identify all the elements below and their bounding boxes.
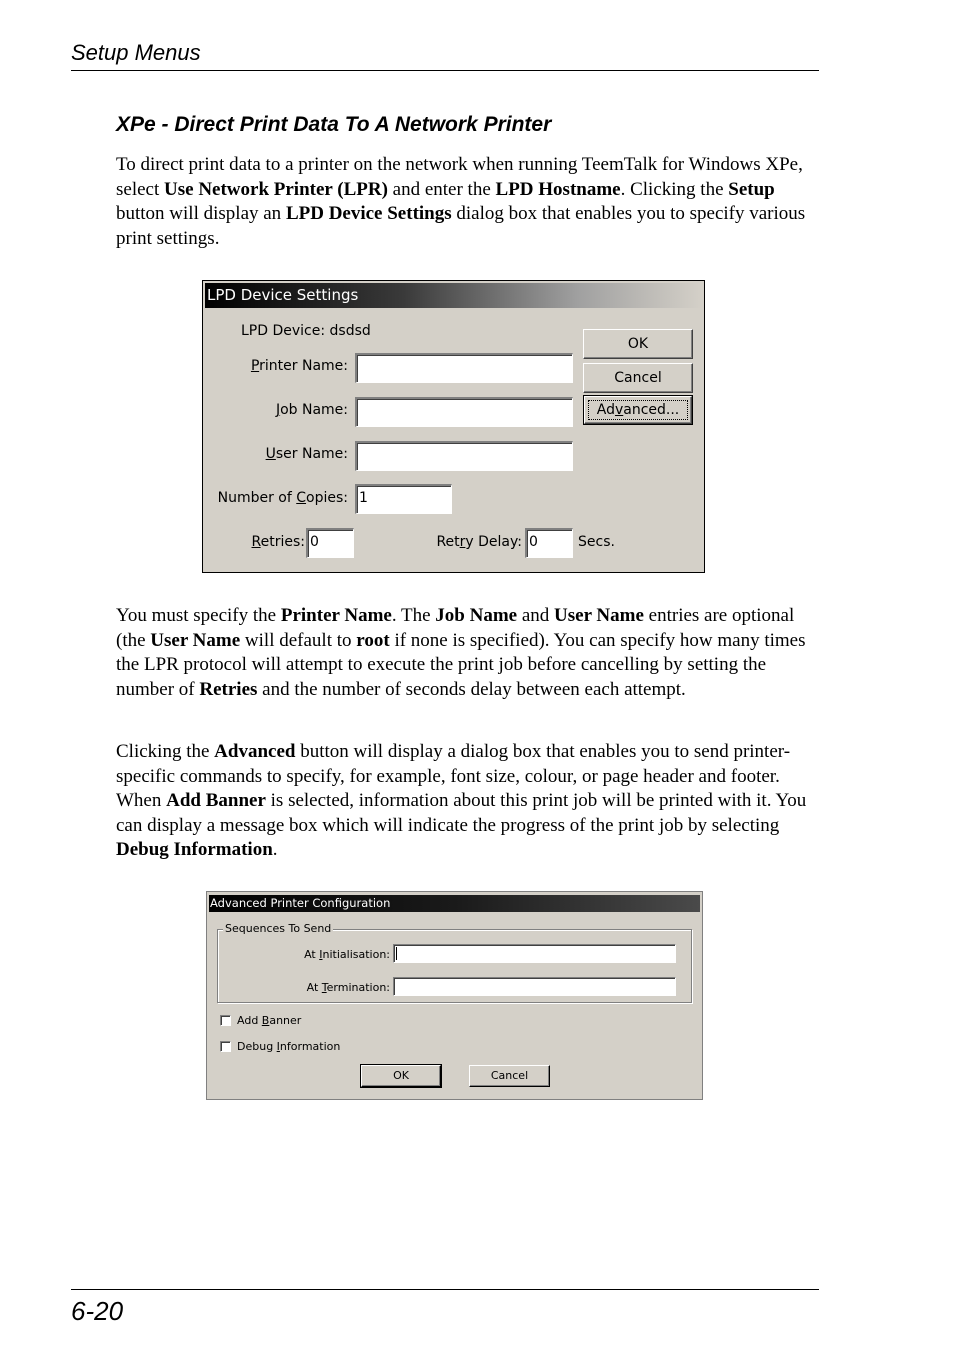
page-number: 6-20 <box>71 1296 124 1326</box>
debug-information-checkbox[interactable] <box>220 1041 231 1052</box>
retry-delay-label: Retry Delay: <box>436 534 522 550</box>
bold-term: Job Name <box>435 605 518 626</box>
bold-term: User Name <box>150 629 241 651</box>
focus-rectangle <box>588 400 688 420</box>
paragraph-intro: To direct print data to a printer on the network when running TeemTalk for Windows XPe, select Use Network Printer (LPR) and enter the LPD Hostname. Clicking the Setup button will display an LPD Device Settings dialog box that enables you to specify various print settings. <box>116 154 806 249</box>
dialog-title-bar: LPD Device Settings <box>205 283 702 308</box>
number-of-copies-input[interactable]: 1 <box>355 484 452 514</box>
printer-name-label: Printer Name: <box>250 358 348 374</box>
footer-rule <box>71 1289 819 1290</box>
at-termination-input[interactable] <box>393 977 676 996</box>
add-banner-label: Add Banner <box>237 1014 302 1027</box>
job-name-input[interactable] <box>355 397 573 427</box>
lpd-device-settings-dialog <box>202 280 705 573</box>
ok-button[interactable]: OK <box>583 329 693 359</box>
bold-term: LPD Device Settings <box>285 203 452 225</box>
bold-term: Use Network Printer (LPR) <box>164 178 388 200</box>
bold-term: LPD Hostname <box>495 178 621 200</box>
header-rule <box>71 70 819 71</box>
bold-term: Setup <box>728 178 775 200</box>
text-caret <box>396 947 397 960</box>
bold-term: Retries <box>199 678 258 700</box>
retries-label: Retries: <box>251 534 305 550</box>
retries-input[interactable]: 0 <box>306 528 354 558</box>
add-banner-checkbox[interactable] <box>220 1015 231 1026</box>
bold-term: User Name <box>554 605 644 626</box>
at-initialisation-label: At Initialisation: <box>304 948 390 961</box>
at-initialisation-input[interactable] <box>393 944 676 963</box>
bold-term: Advanced <box>214 741 296 762</box>
lpd-device-label: LPD Device: dsdsd <box>241 323 371 339</box>
advanced-printer-configuration-dialog <box>206 891 703 1100</box>
secs-label: Secs. <box>578 534 615 550</box>
cancel-button[interactable]: Cancel <box>469 1065 550 1087</box>
bold-term: root <box>356 629 390 651</box>
number-of-copies-label: Number of Copies: <box>217 490 348 506</box>
printer-name-input[interactable] <box>355 353 573 383</box>
paragraph-fields: You must specify the Printer Name. The Job Name and User Name entries are optional (the User Name will default to root if none is specified). You can specify how many times the LPR protocol will attempt to execute the print job before cancelling by setting the number of Retries and the number of seconds delay between each attempt. <box>116 605 806 700</box>
cancel-button[interactable]: Cancel <box>583 363 693 393</box>
dialog-title-bar: Advanced Printer Configuration <box>209 895 700 912</box>
bold-term: Add Banner <box>166 790 266 812</box>
bold-term: Printer Name <box>280 605 392 626</box>
job-name-label: Job Name: <box>275 402 348 418</box>
user-name-label: User Name: <box>265 446 348 462</box>
section-title: XPe - Direct Print Data To A Network Printer <box>116 113 552 136</box>
ok-button[interactable]: OK <box>361 1065 441 1087</box>
advanced-button-label: Advanced... <box>596 402 680 418</box>
advanced-button[interactable] <box>584 396 692 424</box>
running-header: Setup Menus <box>71 40 201 65</box>
retry-delay-input[interactable]: 0 <box>525 528 573 558</box>
bold-term: Debug Information <box>116 839 273 861</box>
paragraph-advanced: Clicking the Advanced button will display a dialog box that enables you to send printer-specific commands to specify, for example, font size, colour, or page header and footer. When Add Banner is selected, information about this print job will be printed with it. You can display a message box which will indicate the progress of the print job by selecting Debug Information. <box>116 741 807 861</box>
sequences-group-label: Sequences To Send <box>225 922 332 935</box>
at-termination-label: At Termination: <box>306 981 390 994</box>
debug-information-label: Debug Information <box>237 1040 341 1053</box>
user-name-input[interactable] <box>355 441 573 471</box>
